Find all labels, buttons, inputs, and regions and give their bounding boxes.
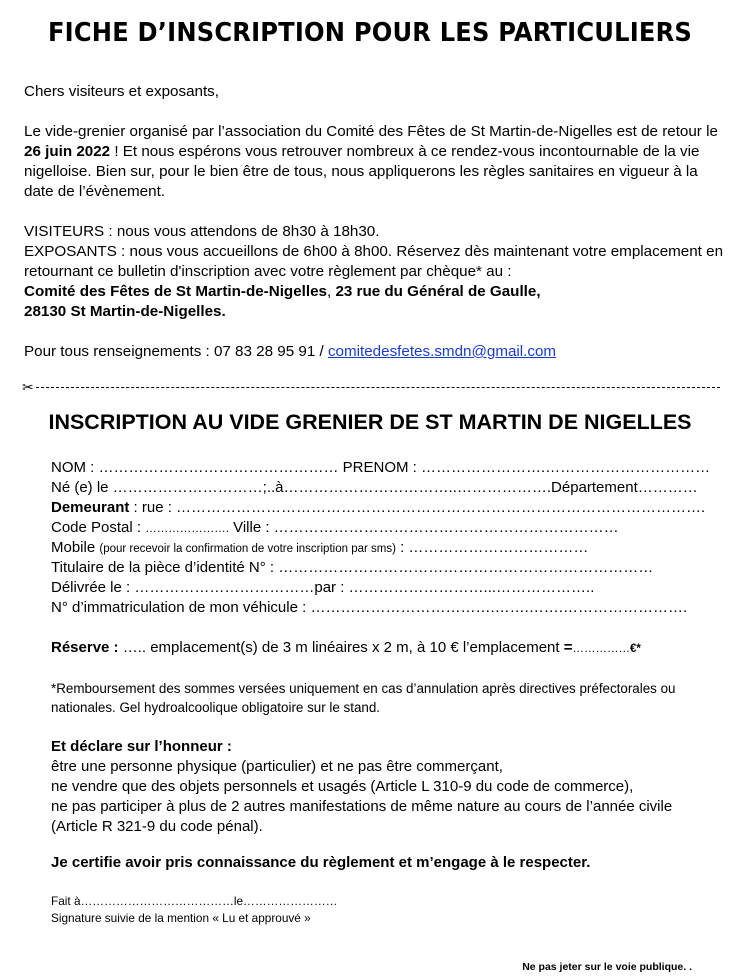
declaration-section: [51, 737, 701, 837]
intro-paragraph: [24, 122, 724, 202]
cut-line: [22, 380, 720, 394]
address-separator: ,: [326, 283, 336, 300]
address-organization: Comité des Fêtes de St Martin-de-Nigelles: [24, 283, 327, 300]
mailing-address: [24, 282, 724, 322]
exposants-hours: EXPOSANTS : nous vous accueillons de 6h00 à 8h00. Réservez dès maintenant votre emplacement en retournant ce bulletin d'inscription avec votre règlement par chèque* au :: [24, 243, 724, 280]
field-mobile[interactable]: [51, 538, 711, 558]
fait-a-field[interactable]: Fait à…………………………………le……………………: [51, 894, 338, 908]
form-title: INSCRIPTION AU VIDE GRENIER DE ST MARTIN DE NIGELLES: [48, 410, 692, 434]
refund-note: *Remboursement des sommes versées uniquement en cas d’annulation après directives préfectorales ou nationales. Gel hydroalcoolique obligatoire sur le stand.: [51, 681, 676, 715]
declaration-title-text: Et déclare sur l’honneur :: [51, 738, 232, 755]
demeurant-dots: : rue : …………………………………………………………………………………………….: [129, 499, 706, 516]
certification-statement: Je certifie avoir pris connaissance du règlement et m’engage à le respecter.: [51, 854, 591, 871]
reserve-text: ….. emplacement(s) de 3 m linéaires x 2 m, à 10 € l’emplacement: [118, 639, 564, 656]
greeting: Chers visiteurs et exposants,: [24, 83, 219, 100]
signature-instruction: Signature suivie de la mention « Lu et approuvé »: [51, 911, 311, 925]
code-postal-label: Code Postal :: [51, 519, 146, 536]
mobile-note: (pour recevoir la confirmation de votre inscription par sms): [99, 543, 396, 555]
ville-label: Ville : ……………………………………………………………: [228, 519, 619, 536]
intro-text-a: Le vide-grenier organisé par l’association du Comité des Fêtes de St Martin-de-Nigelles est de retour le: [24, 123, 718, 140]
contact-label: Pour tous renseignements : 07 83 28 95 91 /: [24, 343, 328, 360]
reserve-euro: €*: [630, 643, 641, 655]
contact-email-link[interactable]: comitedesfetes.smdn@gmail.com: [327, 343, 557, 360]
mobile-dots: : ………………………………: [395, 539, 589, 556]
reserve-line[interactable]: [51, 639, 711, 656]
reserve-label: Réserve :: [51, 639, 119, 656]
address-city: 28130 St Martin-de-Nigelles.: [24, 303, 226, 320]
address-street: 23 rue du Général de Gaulle,: [335, 283, 541, 300]
field-demeurant[interactable]: [51, 498, 711, 518]
field-nom-prenom[interactable]: NOM : ………………………………………… PRENOM : …………………….……………………………: [51, 459, 711, 476]
field-immatriculation[interactable]: N° d’immatriculation de mon véhicule : ……………………………….…….…….…………………….: [51, 599, 688, 616]
declaration-title: [51, 737, 701, 757]
field-naissance[interactable]: Né (e) le …………………………;..à……………………………..……………….Département…………: [51, 479, 698, 496]
scissors-icon: ✂: [22, 379, 34, 395]
intro-text-b: ! Et nous espérons vous retrouver nombreux à ce rendez-vous incontournable de la vie nigelloise. Bien sur, pour le bien être de tous, nous appliquerons les règles sanitaires en vigueur à la date de l’évènement.: [24, 143, 700, 200]
mobile-label: Mobile: [51, 539, 100, 556]
demeurant-label: Demeurant: [51, 499, 130, 516]
declaration-line-2: ne vendre que des objets personnels et usagés (Article L 310-9 du code de commerce),: [51, 778, 634, 795]
declaration-line-1: être une personne physique (particulier) et ne pas être commerçant,: [51, 758, 503, 775]
signature-section: [51, 893, 451, 927]
event-date: 26 juin 2022: [24, 143, 111, 160]
declaration-line-3: ne pas participer à plus de 2 autres manifestations de même nature au cours de l’année civile (Article R 321-9 du code pénal).: [51, 798, 673, 835]
contact-line: [24, 342, 724, 362]
intro-section: [24, 82, 724, 362]
page-title: FICHE D’INSCRIPTION POUR LES PARTICULIERS: [47, 18, 693, 48]
field-delivree[interactable]: Délivrée le : ………………………………par : ………………………...………………..: [51, 579, 595, 596]
reserve-equals: =: [563, 639, 573, 656]
visiteurs-hours: VISITEURS : nous vous attendons de 8h30 à 18h30.: [24, 223, 380, 240]
field-piece-identite[interactable]: Titulaire de la pièce d’identité N° : …………………………………………………………………: [51, 559, 654, 576]
registration-form: [51, 458, 711, 618]
dashed-divider: [36, 387, 720, 388]
code-postal-dots: ………………….: [145, 523, 229, 535]
reserve-amount-dots: ……………: [572, 643, 630, 655]
footer-notice: Ne pas jeter sur le voie publique. .: [522, 961, 692, 973]
field-code-postal-ville[interactable]: [51, 518, 711, 538]
